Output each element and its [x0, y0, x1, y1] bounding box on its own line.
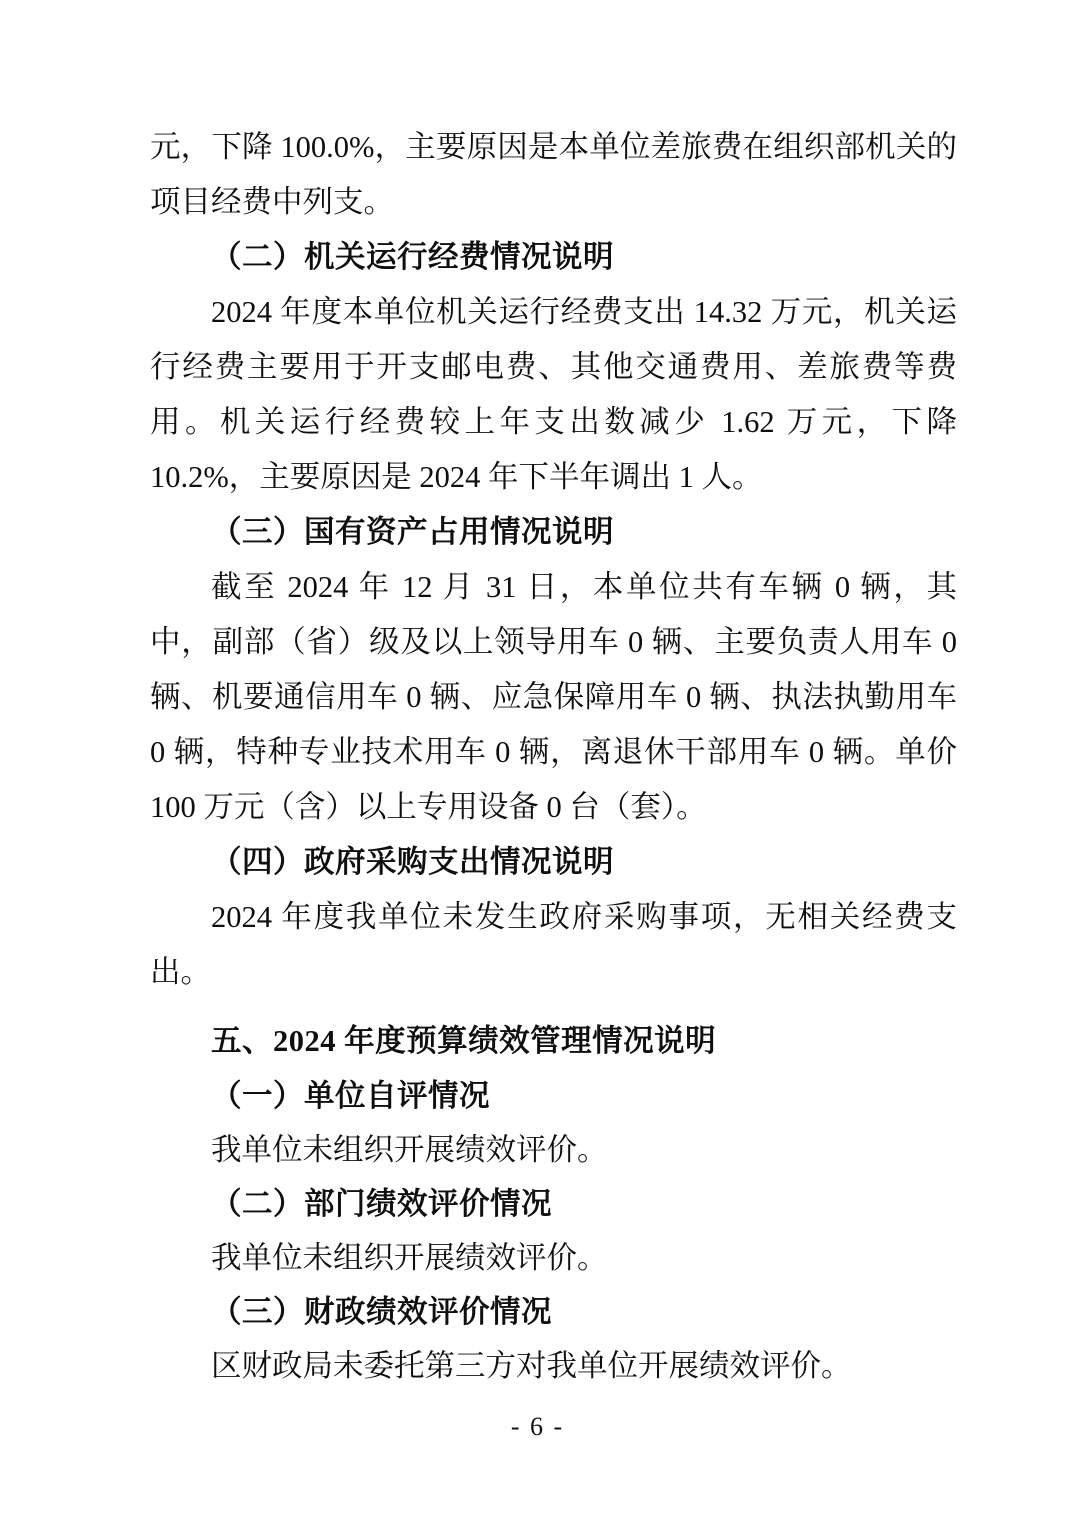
- paragraph-fiscal-evaluation: 区财政局未委托第三方对我单位开展绩效评价。: [211, 1349, 852, 1383]
- heading-department-evaluation: （二）部门绩效评价情况: [211, 1187, 552, 1221]
- paragraph-department-evaluation: 我单位未组织开展绩效评价。: [211, 1241, 608, 1275]
- paragraph-continued-expenses: 元，下降 100.0%，主要原因是本单位差旅费在组织部机关的项目经费中列支。: [150, 130, 957, 219]
- document-body: [150, 120, 957, 1393]
- heading-fiscal-evaluation: （三）财政绩效评价情况: [211, 1295, 552, 1329]
- paragraph-state-assets: 截至 2024 年 12 月 31 日，本单位共有车辆 0 辆，其中，副部（省）级及以上领导用车 0 辆、主要负责人用车 0 辆、机要通信用车 0 辆、应急保障用车 0 辆、执法执勤用车 0 辆，特种专业技术用车 0 辆，离退休干部用车 0 辆。单价 100 万元（含）以上专用设备 0 台（套）。: [150, 570, 957, 824]
- paragraph-government-procurement: 2024 年度我单位未发生政府采购事项，无相关经费支出。: [150, 900, 957, 989]
- paragraph-operating-expenses: 2024 年度本单位机关运行经费支出 14.32 万元，机关运行经费主要用于开支邮电费、其他交通费用、差旅费等费用。机关运行经费较上年支出数减少 1.62 万元，下降 10.2%，主要原因是 2024 年下半年调出 1 人。: [150, 295, 957, 494]
- paragraph-self-evaluation: 我单位未组织开展绩效评价。: [211, 1133, 608, 1167]
- heading-performance-management: 五、2024 年度预算绩效管理情况说明: [211, 1024, 717, 1058]
- heading-self-evaluation: （一）单位自评情况: [211, 1079, 490, 1113]
- heading-operating-expenses: （二）机关运行经费情况说明: [211, 240, 614, 274]
- heading-government-procurement: （四）政府采购支出情况说明: [211, 845, 614, 879]
- page-number: - 6 -: [510, 1412, 565, 1441]
- heading-state-assets: （三）国有资产占用情况说明: [211, 515, 614, 549]
